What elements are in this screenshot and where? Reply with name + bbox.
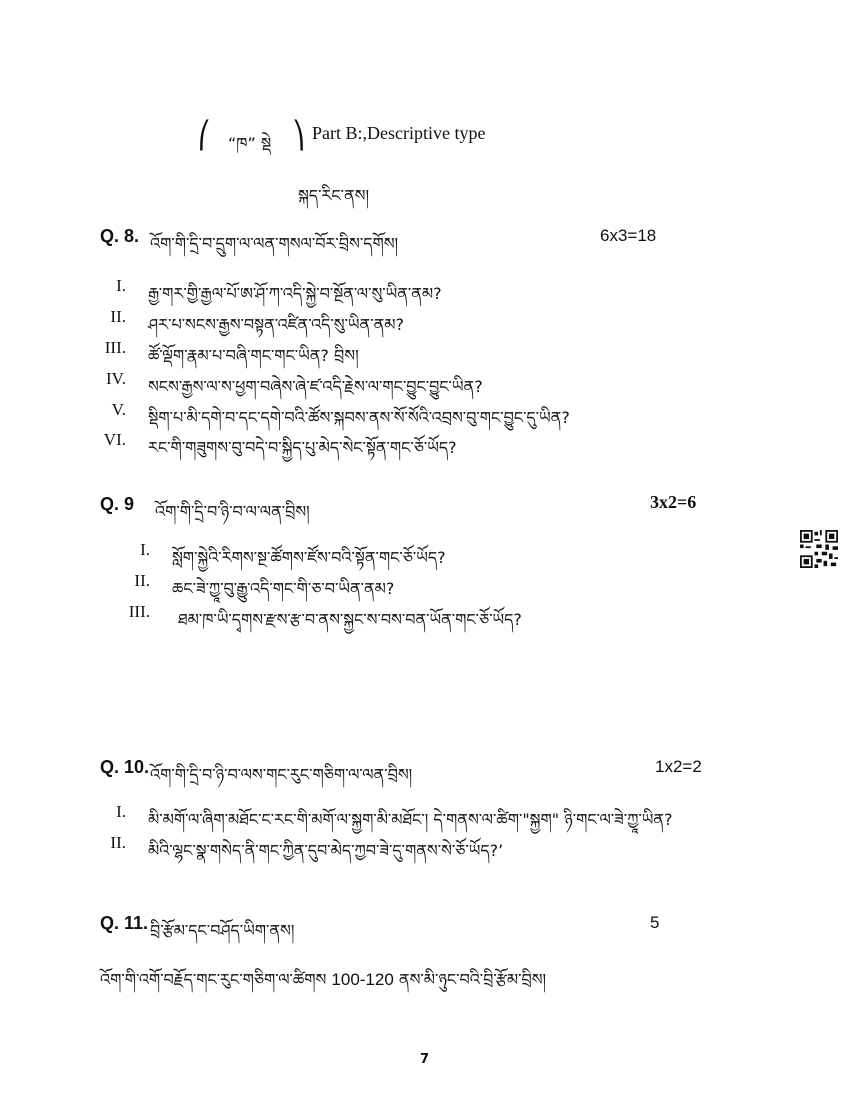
q8-item-text: ཤར་པ་སངས་རྒྱས་བསྟན་འཛིན་འདི་སུ་ཡིན་ནམ?	[148, 315, 404, 334]
subtitle: སྐད་རིང་ནས།	[298, 186, 370, 205]
part-title: Part B:,Descriptive type	[312, 123, 486, 143]
q10-label: Q. 10.	[100, 757, 150, 777]
q11-body	[100, 962, 546, 1007]
page-number: 7	[420, 1052, 430, 1067]
q9-item-text: ཐམ་ཁ་ཡི་དྭགས་རྫས་རྩ་བ་ནས་སྐྱང་ས་བས་བན་ཡོན་གང་ཅོ་ཡོད?	[178, 610, 522, 629]
q10-item-text: མིའི་ལྷང་སྣ་གསེད་ནི་གང་ཀྱིན་དུབ་མེད་ཀྱབ་ཟེ་དུ་གནས་སེ་ཅོ་ཡོད?’	[148, 841, 504, 860]
q8-item-num: V.	[111, 400, 126, 419]
q11-instruction: བྲི་རྩོམ་དང་བཤོད་ཡིག་ནས།	[150, 921, 295, 940]
bracket-open: ⎛	[198, 121, 211, 151]
bracket-close: ⎞	[292, 121, 305, 151]
q10-item-num: II.	[110, 833, 126, 852]
q8-item-text: རྒྱ་གར་གྱི་རྒྱལ་པོ་ཨ་ཤོ་ཀ་འདི་སྐྱེ་བ་སྔོན་ལ་སུ་ཡིན་ནམ?	[148, 284, 442, 303]
qr-code-icon	[800, 530, 838, 568]
q9-item-text: ཆང་ཟེ་ཀྱཱ་བུ་རྒྱུ་འདི་གང་གི་ཅ་བ་ཡིན་ནམ?	[172, 579, 395, 598]
q8-item-text: སྡིག་པ་མི་དགེ་བ་དང་དགེ་བའི་ཚོས་སྐབས་ནས་སོ་སོའི་འབྲས་བུ་གང་བྱུང་དུ་ཡིན?	[148, 408, 570, 427]
q8-item-num: II.	[110, 307, 126, 326]
q10-item-text: མི་མགོ་ལ་ཞིག་མཐོང་ང་རང་གི་མགོ་ལ་སྐྱག་མི་མཐོང་། དེ་གནས་ལ་ཚིག་"སྐྱག" ཉི་གང་ལ་ཟེ་ཀྱཱ་ཡིན?	[148, 810, 673, 829]
q8-instruction: འོག་གི་དྲི་བ་དྲུག་ལ་ལན་གསལ་བོར་བྲིས་དགོས།	[150, 234, 399, 253]
q8-label: Q. 8.	[100, 226, 140, 246]
q8-item-num: IV.	[106, 369, 126, 388]
q9-label: Q. 9	[100, 494, 135, 514]
q9-item-num: III.	[128, 602, 150, 621]
q9-item-num: II.	[134, 571, 150, 590]
q8-item-num: VI.	[103, 430, 126, 449]
q8-marks: 6x3=18	[600, 226, 657, 245]
q10-item-num: I.	[116, 802, 126, 821]
q11-marks: 5	[650, 913, 660, 932]
q11-body-pre: འོག་གི་འགོ་བརྗོད་གང་རུང་གཅིག་ལ་ཚིགས	[100, 970, 327, 989]
q8-item-text: རང་གི་གཟུགས་བུ་བདེ་བ་སྐྱིད་པུ་མེད་སེང་སྟོན་གང་ཅོ་ཡོད?	[148, 438, 457, 457]
part-tibetan-label: “ཁ” སྡེ	[228, 134, 272, 153]
q9-item-num: I.	[140, 540, 150, 559]
q9-item-text: སློག་སྐྱེའི་རིགས་སྔ་ཚོགས་ཛོས་བའི་སྟོན་གང་ཅོ་ཡོད?	[172, 548, 446, 567]
q9-instruction: འོག་གི་དྲི་བ་ཉི་བ་ལ་ལན་བྲིས།	[155, 502, 310, 521]
q8-item-text: སངས་རྒྱས་ལ་ས་ཕྱག་བཞེས་ཞེ་ཛ་འདི་རྗེས་ལ་གང་བྱུང་བྱུང་ཡིན?	[148, 377, 483, 396]
q11-label: Q. 11.	[100, 913, 149, 933]
q10-marks: 1x2=2	[655, 757, 702, 776]
q10-instruction: འོག་གི་དྲི་བ་ཉི་བ་ལས་གང་རུང་གཅིག་ལ་ལན་བྲིས།	[150, 765, 413, 784]
q8-item-text: ཚོ་ལྡོག་རྣམ་པ་བཞི་གང་གང་ཡིན? བྲིས།	[148, 346, 359, 365]
q9-marks: 3x2=6	[650, 492, 697, 512]
q8-item-num: III.	[104, 338, 126, 357]
q11-body-num: 100-120	[331, 970, 394, 989]
q8-item-num: I.	[116, 276, 126, 295]
q11-body-post: ནས་མི་ཉུང་བའི་བྲི་རྩོམ་བྲིས།	[398, 970, 547, 989]
